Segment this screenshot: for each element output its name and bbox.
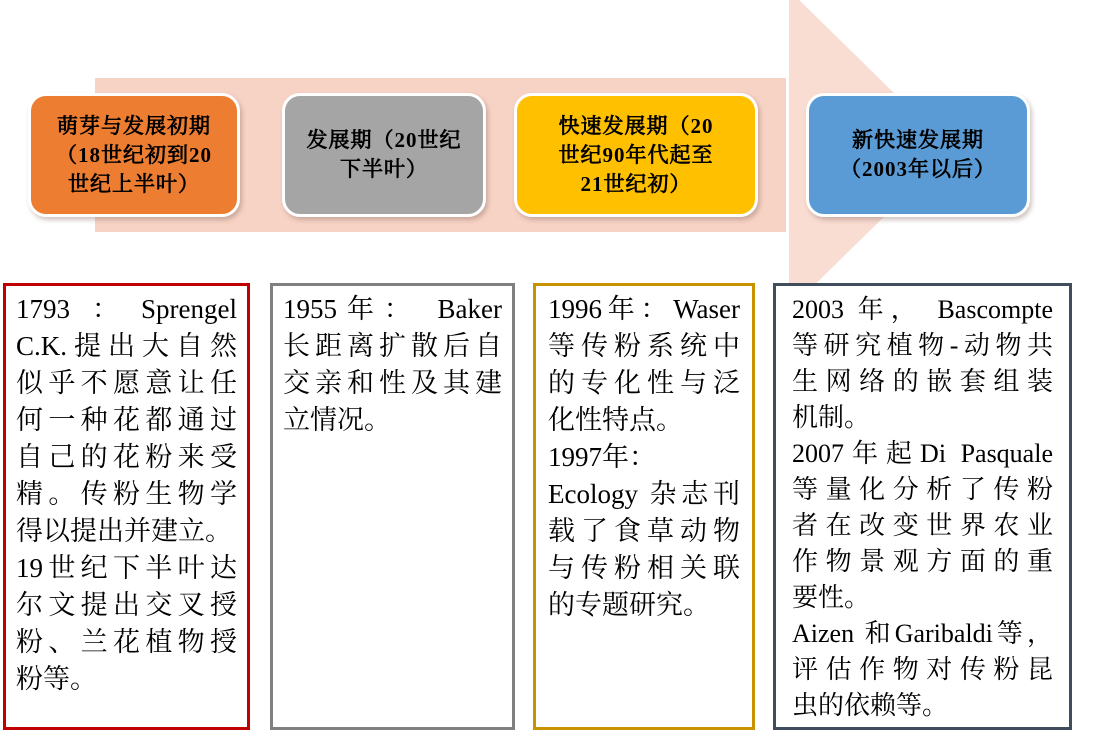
text-line: 1996年：Waser [548, 294, 740, 324]
text-line: 载了食草动物 [548, 516, 740, 546]
text-line: 长距离扩散后自 [283, 331, 502, 361]
text-line: 快速发展期（20 [558, 113, 714, 138]
text-line: 立情况。 [283, 405, 391, 435]
text-line: 与传粉相关联 [548, 553, 740, 583]
text-line: 21世纪初） [580, 171, 692, 196]
stage-box-rapid-development-period [514, 93, 758, 217]
text-line: 化性特点。 [548, 405, 683, 435]
text-line: 精。传粉生物学 [16, 479, 237, 509]
detail-box-1955-baker [270, 283, 515, 730]
text-line: 似乎不愿意让任 [16, 368, 237, 398]
text-line: 的专化性与泛 [548, 368, 740, 398]
text-line: 尔文提出交叉授 [16, 590, 237, 620]
text-line: 新快速发展期 [852, 128, 984, 152]
text-line: 粉等。 [16, 664, 97, 694]
text-line: 等传粉系统中 [548, 331, 740, 361]
text-line: 者在改变世界农业 [792, 511, 1053, 540]
text-line: Aizen 和Garibaldi等， [792, 619, 1053, 648]
text-line: 自己的花粉来受 [16, 442, 237, 472]
text-line: C.K.提出大自然 [16, 331, 237, 361]
text-line: 虫的依赖等。 [792, 691, 949, 720]
text-line: 等研究植物-动物共 [792, 331, 1053, 360]
text-line: 交亲和性及其建 [283, 368, 502, 398]
text-line: 1793：Sprengel [16, 294, 237, 324]
text-line: 粉、兰花植物授 [16, 627, 237, 657]
text-line: 等量化分析了传粉 [792, 475, 1053, 504]
text-line: （18世纪初到20 [56, 142, 212, 167]
text-line: 得以提出并建立。 [16, 516, 232, 546]
text-line: Ecology 杂志刊 [548, 479, 740, 509]
detail-box-1996-waser [533, 283, 755, 730]
text-line: 2003 年， Bascompte [792, 295, 1053, 324]
text-line: 发展期（20世纪 [306, 128, 462, 152]
text-line: 世纪上半叶） [68, 171, 200, 196]
text-line: 2007年起Di Pasquale [792, 439, 1053, 468]
text-line: 19世纪下半叶达 [16, 553, 237, 583]
stage-box-early-period [28, 93, 240, 217]
text-line: 萌芽与发展初期 [57, 113, 211, 138]
text-line: 机制。 [792, 403, 871, 432]
text-line: 1997年： [548, 442, 656, 472]
text-line: 评估作物对传粉昆 [792, 655, 1053, 684]
text-line: 何一种花都通过 [16, 405, 237, 435]
text-line: 下半叶） [340, 157, 428, 181]
text-line: 作物景观方面的重 [792, 547, 1053, 576]
text-line: 1955年： Baker [283, 294, 502, 324]
detail-box-2003-bascompte [773, 283, 1072, 730]
text-line: 生网络的嵌套组装 [792, 367, 1053, 396]
text-line: 要性。 [792, 583, 871, 612]
text-line: （2003年以后） [840, 157, 996, 181]
stage-box-new-rapid-development-period [806, 93, 1030, 217]
detail-box-1793-sprengel [3, 283, 250, 730]
text-line: 世纪90年代起至 [558, 142, 714, 167]
stage-box-development-period [282, 93, 486, 217]
text-line: 的专题研究。 [548, 590, 710, 620]
